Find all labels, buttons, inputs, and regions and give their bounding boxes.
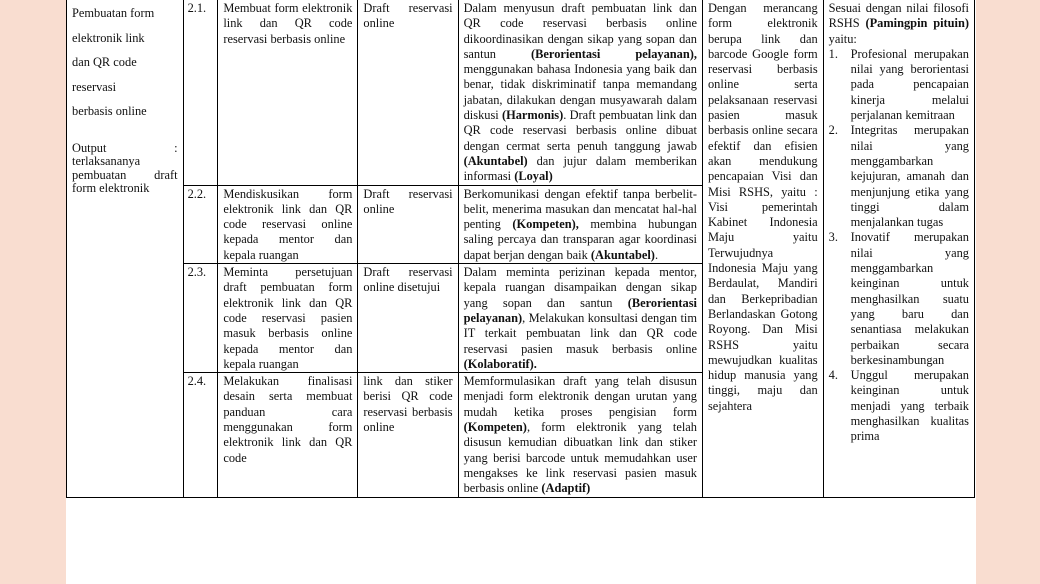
step-result: link dan stiker berisi QR code reservasi berbasis online	[358, 373, 458, 497]
step-text: Melakukan finalisasi desain serta membuat panduan cara menggunakan form elektronik link dan QR code	[218, 373, 358, 497]
step-description: Memformulasikan draft yang telah disusun menjadi form elektronik dengan urutan yang mudah ketika proses pengisian form (Kompeten), form elektronik yang telah disusun kemudian dibuatkan link dan stiker yang berisi barcode untuk memudahkan user mengakses ke link reservasi pasien masuk berbasis online (Adaptif)	[458, 373, 702, 497]
step-result: Draft reservasi online	[358, 0, 458, 185]
emphasis-text: (Loyal)	[514, 169, 553, 184]
step-description: Berkomunikasi dengan efektif tanpa berbelit-belit, menerima masukan dan mencatat hal-hal penting (Kompeten), membina hubungan saling percaya dan transparan agar koordinasi dapat berjan dengan baik (Akuntabel).	[458, 185, 702, 263]
step-number: 2.3.	[183, 264, 218, 373]
step-description: Dalam menyusun draft pembuatan link dan QR code reservasi berbasis online dikoordinasikan dengan sikap yang sopan dan santun (Berorientasi pelayanan), menggunakan bahasa Indonesia yang baik dan benar, tidak diskriminatif tanpa memandang jabatan, dilakukan dengan musyawarah dalam diskusi (Harmonis). Draft pembuatan link dan QR code reservasi berbasis online dibuat dengan cermat serta penuh tanggung jawab (Akuntabel) dan jujur dalam memberikan informasi (Loyal)	[458, 0, 702, 185]
emphasis-text: (Kolaboratif).	[463, 356, 537, 371]
activity-cell	[67, 0, 184, 497]
step-text: Mendiskusikan form elektronik link dan QR code reservasi online kepada mentor dan kepala ruangan	[218, 185, 358, 263]
step-number: 2.1.	[183, 0, 218, 185]
step-result: Draft reservasi online	[358, 185, 458, 263]
emphasis-text: (Kompeten),	[512, 217, 579, 232]
list-item: 4. Unggul merupakan keinginan untuk menjadi yang terbaik menghasilkan kualitas prima	[828, 368, 969, 444]
list-item: 1. Profesional merupakan nilai yang berorientasi pada pencapaian kinerja melalui perjalanan kemitraan	[828, 46, 969, 123]
activity-table	[66, 0, 975, 498]
activity-title: Pembuatan form elektronik link dan QR code reservasi berbasis online	[72, 6, 155, 118]
values-list	[829, 47, 969, 445]
emphasis-text: (Akuntabel)	[590, 247, 655, 262]
emphasis-text: (Kompeten)	[463, 420, 527, 435]
values-intro: Sesuai dengan nilai filosofi RSHS (Pamingpin pituin) yaitu:	[828, 1, 970, 46]
emphasis-text: (Akuntabel)	[463, 153, 528, 168]
values-cell	[823, 0, 974, 497]
step-number: 2.4.	[183, 373, 218, 497]
document-page	[66, 0, 976, 584]
emphasis-text: (Harmonis)	[501, 108, 564, 123]
emphasis-text: (Adaptif)	[541, 481, 591, 496]
emphasis-text: (Berorientasi pelayanan),	[531, 46, 697, 61]
list-item: 2. Integritas merupakan nilai yang menggambarkan kejujuran, amanah dan menjunjung etika yang tinggi dalam menjalankan tugas	[828, 123, 969, 230]
step-result: Draft reservasi online disetujui	[358, 264, 458, 373]
step-number: 2.2.	[183, 185, 218, 263]
step-text: Meminta persetujuan draft pembuatan form elektronik link dan QR code reservasi pasien masuk berbasis online kepada mentor dan kepala ruangan	[218, 264, 358, 373]
emphasis-text: (Berorientasi pelayanan)	[463, 295, 697, 325]
list-item: 3. Inovatif merupakan nilai yang menggambarkan keinginan untuk menghasilkan suatu yang baru dan senantiasa melakukan perbaikan secara berkesinambungan	[828, 230, 969, 367]
step-description: Dalam meminta perizinan kepada mentor, kepala ruangan disampaikan dengan sikap yang sopan dan santun (Berorientasi pelayanan), Melakukan konsultasi dengan tim IT terkait pembuatan link dan QR code reservasi pasien masuk berbasis online (Kolaboratif).	[458, 264, 702, 373]
vision-cell: Dengan merancang form elektronik berupa link dan barcode Google form reservasi berbasis online serta pelaksanaan reservasi pasien masuk berbasis online secara efektif dan efisien akan mendukung pencapaian Visi dan Misi RSHS, yaitu : Visi pemerintah Kabinet Indonesia Maju yaitu Terwujudnya Indonesia Maju yang Berdaulat, Mandiri dan Berkepribadian Berlandaskan Gotong Royong. Dan Misi RSHS yaitu mewujudkan kualitas hidup manusia yang tinggi, maju dan sejahtera	[702, 0, 823, 497]
emphasis-text: (Pamingpin pituin)	[865, 16, 970, 31]
activity-output: Output : terlaksananya pembuatan draft form elektronik	[72, 140, 178, 195]
step-text: Membuat form elektronik link dan QR code reservasi berbasis online	[218, 0, 358, 185]
table-row	[67, 0, 975, 185]
